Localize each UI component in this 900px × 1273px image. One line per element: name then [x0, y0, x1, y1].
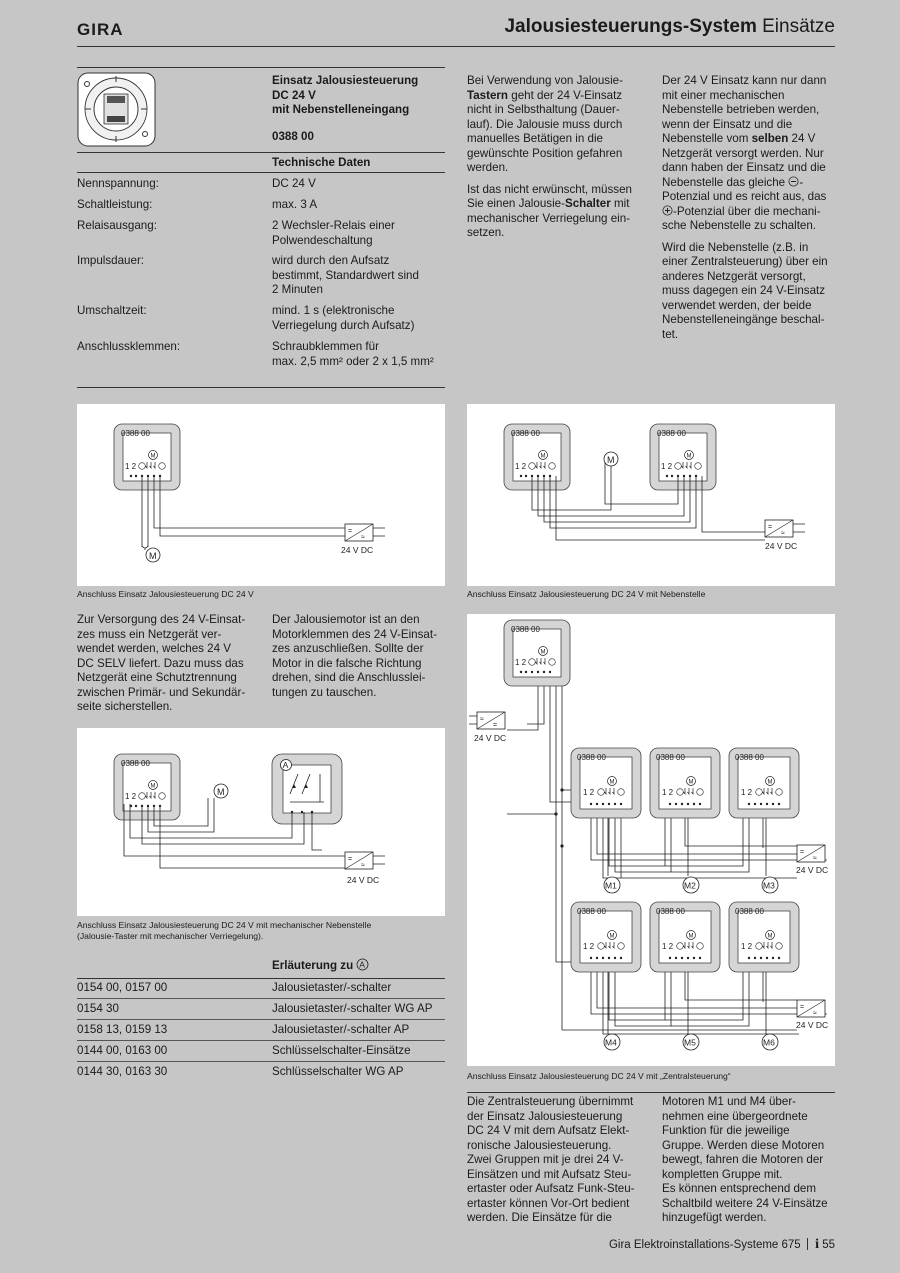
- svg-text:M: M: [686, 453, 692, 460]
- caption-diagram-4: Anschluss Einsatz Jalousiesteuerung DC 24 V mit „Zentralsteuerung“: [467, 1071, 731, 1081]
- svg-text:1 2: 1 2: [583, 942, 595, 951]
- svg-text:M3: M3: [763, 880, 775, 891]
- svg-text:0388 00: 0388 00: [511, 625, 540, 634]
- power-supply-symbol: [796, 845, 828, 875]
- tech-table-rule: [77, 172, 445, 173]
- spec-label: Nennspannung:: [77, 177, 159, 190]
- product-name: Einsatz Jalousiesteuerung DC 24 V mit Nebenstelleneingang: [272, 74, 419, 116]
- caption-diagram-2: Anschluss Einsatz Jalousiesteuerung DC 24 V mit Nebenstelle: [467, 589, 706, 599]
- motor-m5: [683, 1034, 699, 1050]
- svg-text:M: M: [609, 779, 615, 786]
- motor-symbol: [604, 452, 618, 466]
- svg-text:0388 00: 0388 00: [577, 753, 606, 762]
- svg-text:0388 00: 0388 00: [735, 907, 764, 916]
- minus-potential-icon: [788, 176, 799, 187]
- brand-logo: GIRA: [77, 20, 124, 39]
- spec-value: Schraubklemmen für max. 2,5 mm² oder 2 x 1,5 mm²: [272, 340, 434, 368]
- spec-value: wird durch den Aufsatz bestimmt, Standardwert sind 2 Minuten: [272, 254, 419, 296]
- insert-module: [729, 748, 799, 818]
- central-insert-module: [504, 620, 570, 686]
- power-supply-symbol: [341, 524, 385, 555]
- insert-module: [571, 902, 641, 972]
- power-supply-symbol: [757, 520, 805, 551]
- svg-text:24 V DC: 24 V DC: [796, 1020, 829, 1030]
- svg-text:0388 00: 0388 00: [656, 753, 685, 762]
- svg-text:≈: ≈: [361, 534, 365, 541]
- caption-diagram-3: Anschluss Einsatz Jalousiesteuerung DC 24 V mit mechanischer Nebenstelle (Jalousie-Taster mit mechanischer Verriegelung).: [77, 920, 372, 941]
- svg-text:M: M: [149, 551, 157, 561]
- insert-module: [114, 424, 180, 490]
- svg-text:=: =: [348, 528, 353, 535]
- svg-text:1 2: 1 2: [125, 792, 137, 801]
- svg-text:≈: ≈: [813, 855, 817, 862]
- svg-text:M2: M2: [684, 880, 696, 891]
- motor-m4: [604, 1034, 620, 1050]
- page-number: 55: [822, 1239, 835, 1251]
- svg-text:=: =: [493, 722, 498, 729]
- spec-value: DC 24 V: [272, 177, 316, 190]
- wiring-diagram-basic: [77, 404, 445, 586]
- svg-text:M: M: [150, 453, 156, 460]
- spec-label: Anschlussklemmen:: [77, 340, 181, 353]
- wiring-diagram-central-control: [467, 614, 835, 1066]
- svg-text:0388 00: 0388 00: [121, 759, 150, 768]
- svg-text:=: =: [348, 856, 353, 863]
- motor-m1: [604, 877, 620, 893]
- power-supply-symbol: [345, 852, 385, 885]
- insert-module: [650, 902, 720, 972]
- tech-data-heading: Technische Daten: [272, 156, 371, 169]
- svg-text:≈: ≈: [361, 862, 365, 869]
- svg-text:M5: M5: [684, 1037, 696, 1048]
- svg-text:24 V DC: 24 V DC: [765, 541, 798, 551]
- svg-text:≈: ≈: [813, 1010, 817, 1017]
- insert-module: [650, 748, 720, 818]
- spec-label: Schaltleistung:: [77, 198, 153, 211]
- extension-marker-a: [281, 760, 292, 771]
- spec-value: 2 Wechsler-Relais einer Polwendeschaltung: [272, 219, 395, 247]
- svg-text:=: =: [768, 524, 773, 531]
- svg-text:M: M: [767, 779, 773, 786]
- legend-code: 0154 30: [77, 1002, 119, 1015]
- supply-note: Zur Versorgung des 24 V-Einsat- zes muss ein Netzgerät ver- wendet werden, welches 24 V DC SELV liefert. Dazu muss das Netzgerät eine Schutztrennung zwischen Primär- und Sekundär- seite sicherstellen.: [77, 613, 246, 713]
- svg-text:M: M: [688, 933, 694, 940]
- legend-code: 0144 30, 0163 30: [77, 1065, 168, 1078]
- spec-value: max. 3 A: [272, 198, 318, 211]
- svg-text:M: M: [609, 933, 615, 940]
- product-article-number: 0388 00: [272, 130, 314, 143]
- svg-text:=: =: [800, 849, 805, 856]
- svg-text:0388 00: 0388 00: [735, 753, 764, 762]
- spec-label: Umschaltzeit:: [77, 304, 147, 317]
- motor-m3: [762, 877, 778, 893]
- svg-text:1 2: 1 2: [515, 658, 527, 667]
- footer: [560, 1237, 835, 1253]
- footer-divider: [807, 1238, 808, 1250]
- legend-desc: Jalousietaster/-schalter WG AP: [272, 1002, 433, 1015]
- spec-bottom-rule: [77, 387, 445, 388]
- svg-text:1 2: 1 2: [583, 788, 595, 797]
- power-supply-symbol: [469, 712, 506, 743]
- legend-row-rule: [77, 1040, 445, 1041]
- product-top-rule: [77, 67, 445, 68]
- legend-rule: [77, 978, 445, 979]
- svg-text:M: M: [607, 455, 615, 465]
- legend-desc: Jalousietaster/-schalter AP: [272, 1023, 410, 1036]
- svg-text:M: M: [688, 779, 694, 786]
- svg-text:1 2: 1 2: [662, 788, 674, 797]
- spec-label: Relaisausgang:: [77, 219, 157, 232]
- svg-text:0388 00: 0388 00: [121, 429, 150, 438]
- wiring-diagram-mechanical-extension: [77, 728, 445, 916]
- svg-text:1 2: 1 2: [741, 942, 753, 951]
- svg-text:0388 00: 0388 00: [657, 429, 686, 438]
- svg-text:1 2: 1 2: [741, 788, 753, 797]
- plus-potential-icon: [662, 205, 673, 216]
- motor-symbol: [146, 548, 160, 562]
- info-icon: i: [815, 1237, 819, 1252]
- central-control-note-right: Motoren M1 und M4 über- nehmen eine übergeordnete Funktion für die jeweilige Gruppe. Werden diese Motoren bewegt, fahren die Motoren der kompletten Gruppe mit. Es können entsprechend dem Schaltbild weitere 24 V-Einsätze hinzugefügt werden.: [662, 1095, 828, 1224]
- svg-text:1 2: 1 2: [125, 462, 137, 471]
- svg-text:M1: M1: [605, 880, 617, 891]
- svg-text:M: M: [540, 453, 546, 460]
- svg-text:24 V DC: 24 V DC: [347, 875, 380, 885]
- legend-code: 0158 13, 0159 13: [77, 1023, 168, 1036]
- svg-text:M6: M6: [763, 1037, 775, 1048]
- insert-module: [650, 424, 716, 490]
- spec-value: mind. 1 s (elektronische Verriegelung durch Aufsatz): [272, 304, 415, 332]
- text-column-3: Bei Verwendung von Jalousie- Tastern geht der 24 V-Einsatz nicht in Selbsthaltung (Dauer- lauf). Die Jalousie muss durch manuelles Betätigen in die gewünschte Position gefahren werden. Ist das nicht erwünscht, müssen Sie einen Jalousie-Schalter mit mechanischer Verriegelung ein- setzen.: [467, 74, 632, 239]
- motor-symbol: [214, 784, 228, 798]
- bottom-text-rule: [467, 1092, 835, 1093]
- tech-heading-rule: [77, 152, 445, 153]
- caption-diagram-1: Anschluss Einsatz Jalousiesteuerung DC 24 V: [77, 589, 254, 599]
- svg-text:A: A: [282, 760, 289, 771]
- svg-text:M: M: [217, 787, 225, 797]
- svg-text:24 V DC: 24 V DC: [341, 545, 374, 555]
- svg-text:1 2: 1 2: [661, 462, 673, 471]
- header-rule: [77, 46, 835, 47]
- svg-text:≈: ≈: [781, 530, 785, 537]
- text-column-4: Der 24 V Einsatz kann nur dann mit einer mechanischen Nebenstelle betrieben werden, wenn der Einsatz und die Nebenstelle vom selben 24 V Netzgerät versorgt werden. Nur dann haben der Einsatz und die Nebenstelle das gleiche - Potenzial und es reicht aus, das -Potenzial über die mechani- sche Nebenstelle zu schalten. Wird die Nebenstelle (z.B. in einer Zentralsteuerung) über ein anderes Netzgerät versorgt, muss dagegen ein 24 V-Einsatz verwendet werden, der beide Nebenstelleneingänge beschal- tet.: [662, 74, 828, 341]
- motor-note: Der Jalousiemotor ist an den Motorklemmen des 24 V-Einsat- zes anzuschließen. Sollte der Motor in die falsche Richtung drehen, sind die Anschlusslei- tungen zu tauschen.: [272, 613, 437, 699]
- svg-text:0388 00: 0388 00: [511, 429, 540, 438]
- motor-m6: [762, 1034, 778, 1050]
- svg-text:1 2: 1 2: [515, 462, 527, 471]
- svg-text:M: M: [150, 783, 156, 790]
- svg-text:24 V DC: 24 V DC: [474, 733, 507, 743]
- legend-heading: Erläuterung zu A: [272, 958, 369, 974]
- insert-module: [504, 424, 570, 490]
- insert-module: [729, 902, 799, 972]
- spec-label: Impulsdauer:: [77, 254, 145, 267]
- extension-marker-a-icon: [356, 958, 369, 971]
- svg-text:≈: ≈: [480, 716, 484, 723]
- legend-code: 0154 00, 0157 00: [77, 981, 168, 994]
- svg-text:0388 00: 0388 00: [577, 907, 606, 916]
- legend-row-rule: [77, 998, 445, 999]
- insert-module: [571, 748, 641, 818]
- svg-text:=: =: [800, 1004, 805, 1011]
- svg-text:M: M: [540, 649, 546, 656]
- legend-desc: Schlüsselschalter-Einsätze: [272, 1044, 411, 1057]
- svg-text:24 V DC: 24 V DC: [796, 865, 829, 875]
- svg-text:A: A: [359, 959, 366, 970]
- svg-text:0388 00: 0388 00: [656, 907, 685, 916]
- legend-row-rule: [77, 1019, 445, 1020]
- central-control-note-left: Die Zentralsteuerung übernimmt der Einsatz Jalousiesteuerung DC 24 V mit dem Aufsatz Elekt- ronische Jalousiesteuerung. Zwei Gruppen mit je drei 24 V- Einsätzen und mit Aufsatz Steu- ertaster oder Aufsatz Funk-Steu- ertaster können Vor-Ort bedient werden. Die Einsätze für die: [467, 1095, 635, 1224]
- legend-desc: Jalousietaster/-schalter: [272, 981, 392, 994]
- legend-code: 0144 00, 0163 00: [77, 1044, 168, 1057]
- legend-row-rule: [77, 1061, 445, 1062]
- legend-desc: Schlüsselschalter WG AP: [272, 1065, 404, 1078]
- page-title: Jalousiesteuerungs-System Einsätze: [504, 16, 835, 37]
- motor-m2: [683, 877, 699, 893]
- svg-text:M: M: [767, 933, 773, 940]
- svg-text:M4: M4: [605, 1037, 617, 1048]
- product-image: [77, 72, 157, 148]
- footer-text: Gira Elektroinstallations-Systeme 675: [608, 1239, 801, 1251]
- power-supply-symbol: [796, 1000, 828, 1030]
- wiring-diagram-extension: [467, 404, 835, 586]
- svg-text:1 2: 1 2: [662, 942, 674, 951]
